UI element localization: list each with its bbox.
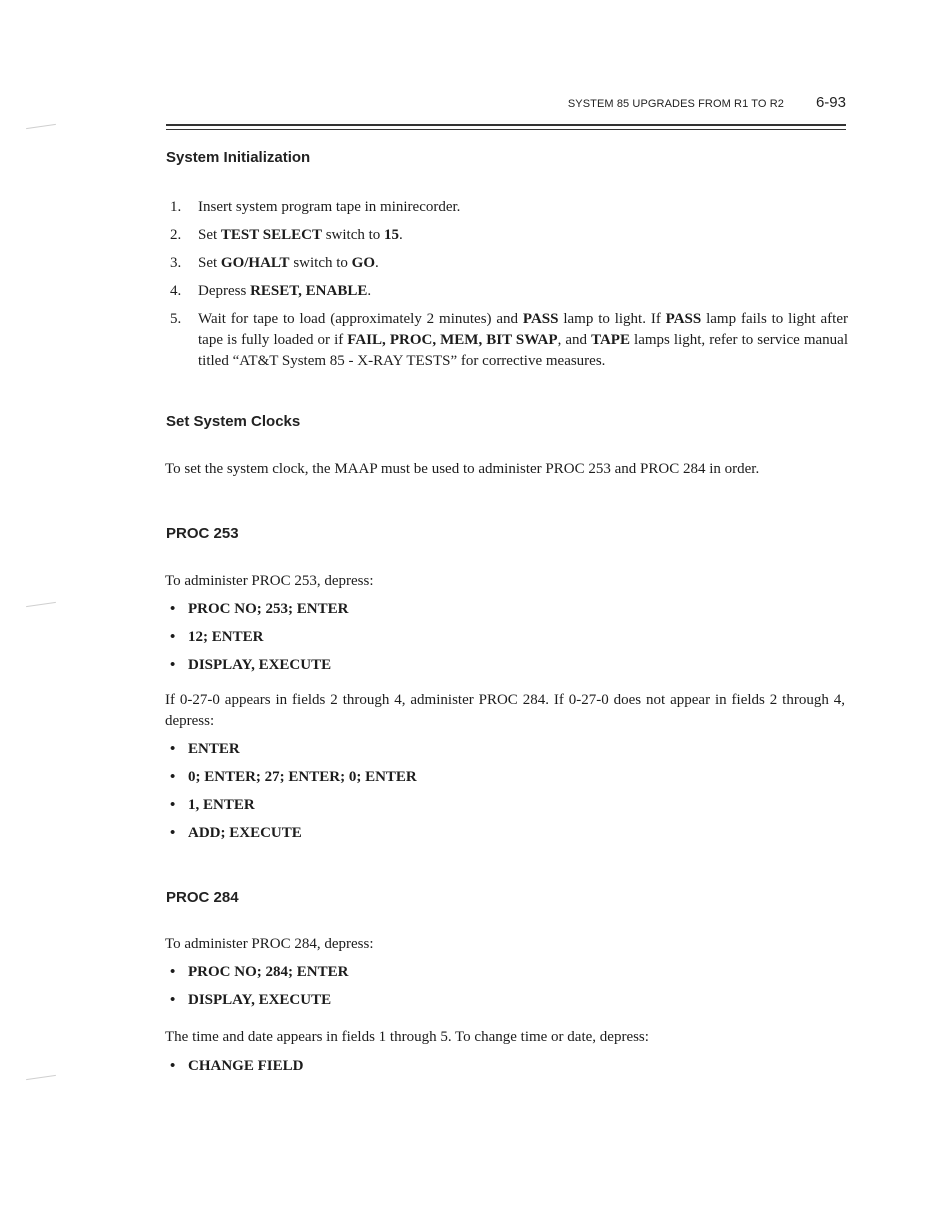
section-heading-proc-284: PROC 284 [166,889,239,906]
bullet-glyph: • [170,601,176,617]
step-text-bold: FAIL, PROC, MEM, BIT SWAP [347,332,558,348]
bullet-item [170,627,263,647]
paragraph: If 0-27-0 appears in fields 2 through 4, administer PROC 284. If 0-27-0 does not appear in fields 2 through 4, depress: [165,692,845,729]
margin-mark [26,124,56,129]
bullet-item [170,655,331,675]
bullet-glyph: • [170,964,176,980]
paragraph: To administer PROC 253, depress: [165,573,374,589]
running-title: SYSTEM 85 UPGRADES FROM R1 TO R2 [567,98,784,110]
bullet-glyph: • [170,741,176,757]
step-text-run: . [399,227,403,243]
page-number: 6-93 [815,94,846,111]
step-number: 5. [170,311,182,327]
paragraph: The time and date appears in fields 1 through 5. To change time or date, depress: [165,1029,649,1045]
bullet-glyph: • [170,797,176,813]
step-text [198,253,848,274]
step-text-bold: GO/HALT [220,255,290,271]
step-number: 1. [170,199,182,215]
bullet-item [170,1056,303,1076]
header-rule [166,124,846,126]
bullet-glyph: • [170,1058,176,1074]
bullet-item [170,599,348,619]
step-text-bold: 15 [384,227,400,243]
bullet-text: PROC NO; 253; ENTER [188,601,349,617]
step-text-bold: RESET, ENABLE [250,283,368,299]
step-text-run: switch to [321,227,385,243]
step-text-run: . [367,283,372,299]
step-text-run: Insert system program tape in minirecorder. [198,199,461,215]
step-text-run: lamp to light. If [558,311,666,327]
step-text-run: Depress [198,283,251,299]
bullet-item [170,739,240,759]
bullet-text: 1, ENTER [188,797,255,813]
bullet-text: 12; ENTER [188,629,264,645]
step-text-run: lamp fails to light after tape is fully loaded or if [198,311,848,348]
step-text-bold: PASS [665,311,702,327]
step-text-bold: TAPE [591,332,630,348]
bullet-text: ENTER [188,741,240,757]
step-text [198,225,848,246]
margin-mark [26,1075,56,1080]
bullet-item [170,823,302,843]
step-text-bold: GO [351,255,375,271]
step-text-run: switch to [289,255,352,271]
step-number: 4. [170,283,182,299]
section-heading-proc-253: PROC 253 [166,525,239,542]
step-number: 2. [170,227,182,243]
bullet-glyph: • [170,992,176,1008]
step-text-run: . [375,255,379,271]
bullet-item [170,767,417,787]
paragraph: To set the system clock, the MAAP must be used to administer PROC 253 and PROC 284 in order. [165,461,760,477]
step-text [198,281,848,302]
step-text-run: Wait for tape to load (approximately 2 minutes) and [198,311,523,327]
step-text-run: , and [557,332,592,348]
bullet-glyph: • [170,769,176,785]
bullet-glyph: • [170,657,176,673]
section-heading-set-system-clocks: Set System Clocks [166,413,301,430]
bullet-text: PROC NO; 284; ENTER [188,964,349,980]
bullet-text: CHANGE FIELD [188,1058,304,1074]
bullet-glyph: • [170,629,176,645]
bullet-item [170,990,331,1010]
margin-mark [26,602,56,607]
bullet-text: DISPLAY, EXECUTE [188,657,332,673]
bullet-text: 0; ENTER; 27; ENTER; 0; ENTER [188,769,417,785]
step-text-run: Set [198,255,221,271]
step-text [198,197,848,218]
page-header [0,94,846,111]
bullet-glyph: • [170,825,176,841]
bullet-item [170,795,255,815]
bullet-item [170,962,348,982]
header-rule [166,129,846,130]
paragraph: To administer PROC 284, depress: [165,936,374,952]
step-text-bold: TEST SELECT [220,227,322,243]
step-text-run: lamps light, refer to service manual titled “AT&T System 85 - X-RAY TESTS” for corrective measures. [198,332,848,369]
step-text [198,309,848,372]
bullet-text: DISPLAY, EXECUTE [188,992,332,1008]
bullet-text: ADD; EXECUTE [188,825,302,841]
step-number: 3. [170,255,182,271]
section-heading-system-initialization: System Initialization [166,149,311,166]
step-text-bold: PASS [522,311,559,327]
step-text-run: Set [198,227,221,243]
